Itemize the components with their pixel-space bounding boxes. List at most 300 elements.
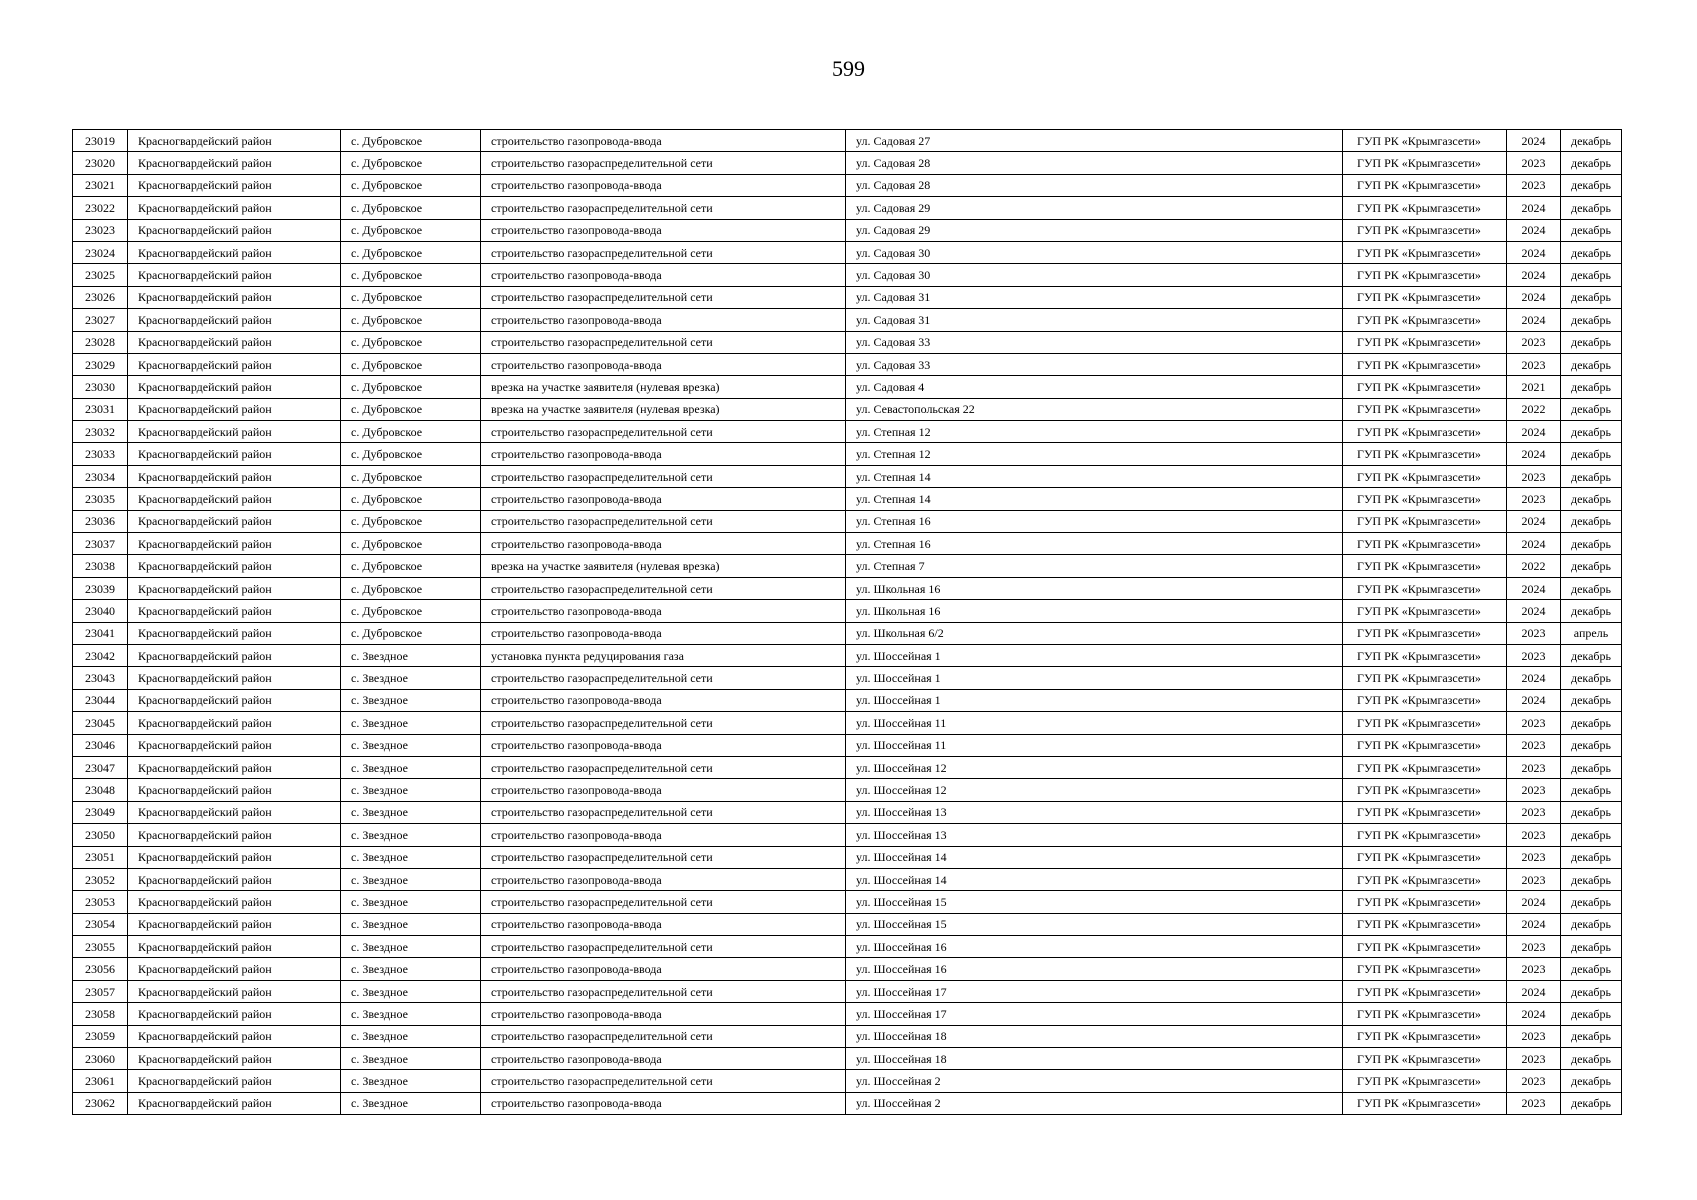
month-cell: декабрь [1561, 555, 1622, 577]
month-cell: декабрь [1561, 577, 1622, 599]
settlement-cell: с. Звездное [341, 801, 481, 823]
month-cell: декабрь [1561, 421, 1622, 443]
year-cell: 2024 [1507, 913, 1561, 935]
row-number-cell: 23043 [73, 667, 128, 689]
row-number-cell: 23048 [73, 779, 128, 801]
settlement-cell: с. Дубровское [341, 533, 481, 555]
address-cell: ул. Степная 12 [846, 443, 1343, 465]
district-cell: Красногвардейский район [128, 219, 341, 241]
table-row [73, 1070, 1622, 1092]
organization-cell: ГУП РК «Крымгазсети» [1343, 130, 1507, 152]
organization-cell: ГУП РК «Крымгазсети» [1343, 197, 1507, 219]
address-cell: ул. Шоссейная 14 [846, 868, 1343, 890]
district-cell: Красногвардейский район [128, 1092, 341, 1114]
year-cell: 2023 [1507, 846, 1561, 868]
settlement-cell: с. Звездное [341, 1092, 481, 1114]
row-number-cell: 23062 [73, 1092, 128, 1114]
address-cell: ул. Шоссейная 17 [846, 1003, 1343, 1025]
table-row [73, 555, 1622, 577]
row-number-cell: 23038 [73, 555, 128, 577]
row-number-cell: 23026 [73, 286, 128, 308]
year-cell: 2024 [1507, 689, 1561, 711]
month-cell: декабрь [1561, 510, 1622, 532]
row-number-cell: 23051 [73, 846, 128, 868]
page-number: 599 [832, 56, 865, 81]
row-number-cell: 23041 [73, 622, 128, 644]
district-cell: Красногвардейский район [128, 667, 341, 689]
settlement-cell: с. Звездное [341, 734, 481, 756]
work-type-cell: строительство газопровода-ввода [481, 488, 846, 510]
work-type-cell: строительство газопровода-ввода [481, 689, 846, 711]
address-cell: ул. Шоссейная 15 [846, 891, 1343, 913]
row-number-cell: 23034 [73, 465, 128, 487]
organization-cell: ГУП РК «Крымгазсети» [1343, 421, 1507, 443]
work-type-cell: строительство газопровода-ввода [481, 264, 846, 286]
month-cell: апрель [1561, 622, 1622, 644]
year-cell: 2024 [1507, 510, 1561, 532]
month-cell: декабрь [1561, 734, 1622, 756]
settlement-cell: с. Дубровское [341, 152, 481, 174]
district-cell: Красногвардейский район [128, 846, 341, 868]
row-number-cell: 23035 [73, 488, 128, 510]
district-cell: Красногвардейский район [128, 779, 341, 801]
address-cell: ул. Школьная 16 [846, 577, 1343, 599]
district-cell: Красногвардейский район [128, 1048, 341, 1070]
table-row [73, 689, 1622, 711]
organization-cell: ГУП РК «Крымгазсети» [1343, 1048, 1507, 1070]
row-number-cell: 23019 [73, 130, 128, 152]
organization-cell: ГУП РК «Крымгазсети» [1343, 443, 1507, 465]
table-row [73, 174, 1622, 196]
address-cell: ул. Степная 14 [846, 465, 1343, 487]
address-cell: ул. Севастопольская 22 [846, 398, 1343, 420]
settlement-cell: с. Звездное [341, 913, 481, 935]
district-cell: Красногвардейский район [128, 130, 341, 152]
month-cell: декабрь [1561, 241, 1622, 263]
row-number-cell: 23021 [73, 174, 128, 196]
district-cell: Красногвардейский район [128, 712, 341, 734]
table-row [73, 1092, 1622, 1114]
table-row [73, 443, 1622, 465]
address-cell: ул. Шоссейная 18 [846, 1025, 1343, 1047]
work-type-cell: установка пункта редуцирования газа [481, 644, 846, 666]
settlement-cell: с. Дубровское [341, 510, 481, 532]
organization-cell: ГУП РК «Крымгазсети» [1343, 376, 1507, 398]
table-row [73, 421, 1622, 443]
table-row [73, 488, 1622, 510]
address-cell: ул. Шоссейная 13 [846, 801, 1343, 823]
settlement-cell: с. Звездное [341, 868, 481, 890]
table-row [73, 958, 1622, 980]
settlement-cell: с. Дубровское [341, 309, 481, 331]
address-cell: ул. Садовая 33 [846, 331, 1343, 353]
organization-cell: ГУП РК «Крымгазсети» [1343, 398, 1507, 420]
month-cell: декабрь [1561, 667, 1622, 689]
row-number-cell: 23027 [73, 309, 128, 331]
settlement-cell: с. Дубровское [341, 264, 481, 286]
year-cell: 2023 [1507, 958, 1561, 980]
organization-cell: ГУП РК «Крымгазсети» [1343, 577, 1507, 599]
row-number-cell: 23059 [73, 1025, 128, 1047]
organization-cell: ГУП РК «Крымгазсети» [1343, 152, 1507, 174]
month-cell: декабрь [1561, 824, 1622, 846]
year-cell: 2023 [1507, 801, 1561, 823]
organization-cell: ГУП РК «Крымгазсети» [1343, 241, 1507, 263]
address-cell: ул. Садовая 31 [846, 286, 1343, 308]
year-cell: 2023 [1507, 936, 1561, 958]
work-type-cell: строительство газопровода-ввода [481, 824, 846, 846]
year-cell: 2024 [1507, 241, 1561, 263]
address-cell: ул. Школьная 6/2 [846, 622, 1343, 644]
address-cell: ул. Шоссейная 16 [846, 958, 1343, 980]
work-type-cell: строительство газопровода-ввода [481, 779, 846, 801]
settlement-cell: с. Дубровское [341, 219, 481, 241]
work-type-cell: строительство газораспределительной сети [481, 1025, 846, 1047]
work-type-cell: строительство газораспределительной сети [481, 241, 846, 263]
table-row [73, 264, 1622, 286]
settlement-cell: с. Дубровское [341, 376, 481, 398]
table-row [73, 667, 1622, 689]
table-row [73, 801, 1622, 823]
work-type-cell: строительство газопровода-ввода [481, 130, 846, 152]
work-type-cell: строительство газораспределительной сети [481, 197, 846, 219]
year-cell: 2024 [1507, 1003, 1561, 1025]
organization-cell: ГУП РК «Крымгазсети» [1343, 712, 1507, 734]
organization-cell: ГУП РК «Крымгазсети» [1343, 331, 1507, 353]
address-cell: ул. Шоссейная 1 [846, 667, 1343, 689]
address-cell: ул. Степная 14 [846, 488, 1343, 510]
district-cell: Красногвардейский район [128, 241, 341, 263]
district-cell: Красногвардейский район [128, 197, 341, 219]
month-cell: декабрь [1561, 868, 1622, 890]
address-cell: ул. Садовая 28 [846, 152, 1343, 174]
row-number-cell: 23045 [73, 712, 128, 734]
year-cell: 2023 [1507, 756, 1561, 778]
row-number-cell: 23060 [73, 1048, 128, 1070]
year-cell: 2023 [1507, 1048, 1561, 1070]
year-cell: 2024 [1507, 264, 1561, 286]
address-cell: ул. Шоссейная 12 [846, 756, 1343, 778]
row-number-cell: 23056 [73, 958, 128, 980]
year-cell: 2024 [1507, 130, 1561, 152]
district-cell: Красногвардейский район [128, 309, 341, 331]
registry-body [73, 130, 1622, 1115]
table-row [73, 197, 1622, 219]
address-cell: ул. Степная 16 [846, 510, 1343, 532]
work-type-cell: строительство газопровода-ввода [481, 600, 846, 622]
year-cell: 2023 [1507, 331, 1561, 353]
address-cell: ул. Садовая 28 [846, 174, 1343, 196]
month-cell: декабрь [1561, 353, 1622, 375]
table-row [73, 824, 1622, 846]
year-cell: 2024 [1507, 667, 1561, 689]
table-row [73, 130, 1622, 152]
month-cell: декабрь [1561, 533, 1622, 555]
work-type-cell: строительство газораспределительной сети [481, 465, 846, 487]
address-cell: ул. Шоссейная 14 [846, 846, 1343, 868]
year-cell: 2024 [1507, 891, 1561, 913]
month-cell: декабрь [1561, 443, 1622, 465]
row-number-cell: 23039 [73, 577, 128, 599]
district-cell: Красногвардейский район [128, 533, 341, 555]
work-type-cell: строительство газораспределительной сети [481, 1070, 846, 1092]
year-cell: 2024 [1507, 197, 1561, 219]
year-cell: 2024 [1507, 577, 1561, 599]
row-number-cell: 23037 [73, 533, 128, 555]
row-number-cell: 23050 [73, 824, 128, 846]
row-number-cell: 23052 [73, 868, 128, 890]
work-type-cell: строительство газораспределительной сети [481, 667, 846, 689]
organization-cell: ГУП РК «Крымгазсети» [1343, 779, 1507, 801]
work-type-cell: строительство газопровода-ввода [481, 533, 846, 555]
address-cell: ул. Степная 12 [846, 421, 1343, 443]
row-number-cell: 23053 [73, 891, 128, 913]
address-cell: ул. Шоссейная 18 [846, 1048, 1343, 1070]
address-cell: ул. Шоссейная 1 [846, 644, 1343, 666]
organization-cell: ГУП РК «Крымгазсети» [1343, 353, 1507, 375]
table-row [73, 331, 1622, 353]
work-type-cell: строительство газораспределительной сети [481, 846, 846, 868]
district-cell: Красногвардейский район [128, 958, 341, 980]
district-cell: Красногвардейский район [128, 488, 341, 510]
organization-cell: ГУП РК «Крымгазсети» [1343, 488, 1507, 510]
month-cell: декабрь [1561, 1048, 1622, 1070]
year-cell: 2024 [1507, 980, 1561, 1002]
district-cell: Красногвардейский район [128, 174, 341, 196]
row-number-cell: 23028 [73, 331, 128, 353]
organization-cell: ГУП РК «Крымгазсети» [1343, 644, 1507, 666]
work-type-cell: строительство газопровода-ввода [481, 958, 846, 980]
district-cell: Красногвардейский район [128, 555, 341, 577]
table-row [73, 980, 1622, 1002]
settlement-cell: с. Звездное [341, 824, 481, 846]
settlement-cell: с. Дубровское [341, 555, 481, 577]
table-row [73, 376, 1622, 398]
address-cell: ул. Шоссейная 2 [846, 1092, 1343, 1114]
table-row [73, 577, 1622, 599]
table-row [73, 1048, 1622, 1070]
work-type-cell: строительство газораспределительной сети [481, 577, 846, 599]
address-cell: ул. Шоссейная 12 [846, 779, 1343, 801]
work-type-cell: строительство газопровода-ввода [481, 174, 846, 196]
year-cell: 2024 [1507, 421, 1561, 443]
table-row [73, 779, 1622, 801]
settlement-cell: с. Звездное [341, 936, 481, 958]
address-cell: ул. Степная 16 [846, 533, 1343, 555]
settlement-cell: с. Звездное [341, 1048, 481, 1070]
row-number-cell: 23030 [73, 376, 128, 398]
organization-cell: ГУП РК «Крымгазсети» [1343, 219, 1507, 241]
address-cell: ул. Садовая 29 [846, 219, 1343, 241]
year-cell: 2023 [1507, 1025, 1561, 1047]
district-cell: Красногвардейский район [128, 622, 341, 644]
row-number-cell: 23040 [73, 600, 128, 622]
settlement-cell: с. Дубровское [341, 600, 481, 622]
work-type-cell: строительство газораспределительной сети [481, 891, 846, 913]
work-type-cell: строительство газопровода-ввода [481, 1003, 846, 1025]
month-cell: декабрь [1561, 219, 1622, 241]
organization-cell: ГУП РК «Крымгазсети» [1343, 264, 1507, 286]
row-number-cell: 23036 [73, 510, 128, 532]
year-cell: 2022 [1507, 555, 1561, 577]
table-row [73, 600, 1622, 622]
organization-cell: ГУП РК «Крымгазсети» [1343, 667, 1507, 689]
settlement-cell: с. Дубровское [341, 331, 481, 353]
table-row [73, 510, 1622, 532]
address-cell: ул. Шоссейная 1 [846, 689, 1343, 711]
organization-cell: ГУП РК «Крымгазсети» [1343, 510, 1507, 532]
district-cell: Красногвардейский район [128, 689, 341, 711]
year-cell: 2023 [1507, 644, 1561, 666]
district-cell: Красногвардейский район [128, 980, 341, 1002]
district-cell: Красногвардейский район [128, 936, 341, 958]
organization-cell: ГУП РК «Крымгазсети» [1343, 286, 1507, 308]
month-cell: декабрь [1561, 152, 1622, 174]
month-cell: декабрь [1561, 801, 1622, 823]
row-number-cell: 23046 [73, 734, 128, 756]
district-cell: Красногвардейский район [128, 264, 341, 286]
work-type-cell: строительство газораспределительной сети [481, 152, 846, 174]
year-cell: 2024 [1507, 219, 1561, 241]
year-cell: 2023 [1507, 868, 1561, 890]
settlement-cell: с. Звездное [341, 712, 481, 734]
address-cell: ул. Садовая 30 [846, 264, 1343, 286]
address-cell: ул. Шоссейная 15 [846, 913, 1343, 935]
month-cell: декабрь [1561, 286, 1622, 308]
work-type-cell: строительство газопровода-ввода [481, 353, 846, 375]
year-cell: 2023 [1507, 734, 1561, 756]
table-row [73, 622, 1622, 644]
settlement-cell: с. Дубровское [341, 353, 481, 375]
row-number-cell: 23047 [73, 756, 128, 778]
month-cell: декабрь [1561, 779, 1622, 801]
row-number-cell: 23023 [73, 219, 128, 241]
work-type-cell: строительство газопровода-ввода [481, 734, 846, 756]
district-cell: Красногвардейский район [128, 465, 341, 487]
month-cell: декабрь [1561, 891, 1622, 913]
work-type-cell: строительство газораспределительной сети [481, 980, 846, 1002]
organization-cell: ГУП РК «Крымгазсети» [1343, 1003, 1507, 1025]
work-type-cell: строительство газораспределительной сети [481, 331, 846, 353]
address-cell: ул. Садовая 33 [846, 353, 1343, 375]
address-cell: ул. Садовая 4 [846, 376, 1343, 398]
month-cell: декабрь [1561, 309, 1622, 331]
year-cell: 2024 [1507, 533, 1561, 555]
table-row [73, 309, 1622, 331]
organization-cell: ГУП РК «Крымгазсети» [1343, 936, 1507, 958]
district-cell: Красногвардейский район [128, 1025, 341, 1047]
district-cell: Красногвардейский район [128, 600, 341, 622]
settlement-cell: с. Дубровское [341, 130, 481, 152]
work-type-cell: строительство газораспределительной сети [481, 421, 846, 443]
district-cell: Красногвардейский район [128, 152, 341, 174]
month-cell: декабрь [1561, 846, 1622, 868]
table-row [73, 756, 1622, 778]
table-row [73, 891, 1622, 913]
district-cell: Красногвардейский район [128, 510, 341, 532]
year-cell: 2023 [1507, 488, 1561, 510]
settlement-cell: с. Дубровское [341, 286, 481, 308]
table-row [73, 286, 1622, 308]
work-type-cell: строительство газораспределительной сети [481, 510, 846, 532]
settlement-cell: с. Дубровское [341, 488, 481, 510]
year-cell: 2024 [1507, 443, 1561, 465]
table-row [73, 353, 1622, 375]
month-cell: декабрь [1561, 1025, 1622, 1047]
settlement-cell: с. Дубровское [341, 465, 481, 487]
month-cell: декабрь [1561, 130, 1622, 152]
year-cell: 2023 [1507, 779, 1561, 801]
address-cell: ул. Садовая 29 [846, 197, 1343, 219]
address-cell: ул. Шоссейная 11 [846, 734, 1343, 756]
month-cell: декабрь [1561, 197, 1622, 219]
row-number-cell: 23025 [73, 264, 128, 286]
organization-cell: ГУП РК «Крымгазсети» [1343, 600, 1507, 622]
organization-cell: ГУП РК «Крымгазсети» [1343, 1092, 1507, 1114]
district-cell: Красногвардейский район [128, 824, 341, 846]
work-type-cell: врезка на участке заявителя (нулевая врезка) [481, 376, 846, 398]
month-cell: декабрь [1561, 600, 1622, 622]
registry-table [72, 129, 1622, 1115]
district-cell: Красногвардейский район [128, 1003, 341, 1025]
settlement-cell: с. Дубровское [341, 622, 481, 644]
district-cell: Красногвардейский район [128, 801, 341, 823]
district-cell: Красногвардейский район [128, 286, 341, 308]
settlement-cell: с. Звездное [341, 1070, 481, 1092]
year-cell: 2024 [1507, 600, 1561, 622]
table-row [73, 936, 1622, 958]
organization-cell: ГУП РК «Крымгазсети» [1343, 555, 1507, 577]
organization-cell: ГУП РК «Крымгазсети» [1343, 1025, 1507, 1047]
settlement-cell: с. Дубровское [341, 577, 481, 599]
year-cell: 2021 [1507, 376, 1561, 398]
organization-cell: ГУП РК «Крымгазсети» [1343, 891, 1507, 913]
row-number-cell: 23055 [73, 936, 128, 958]
table-row [73, 398, 1622, 420]
district-cell: Красногвардейский район [128, 868, 341, 890]
organization-cell: ГУП РК «Крымгазсети» [1343, 533, 1507, 555]
month-cell: декабрь [1561, 958, 1622, 980]
settlement-cell: с. Звездное [341, 756, 481, 778]
table-row [73, 241, 1622, 263]
organization-cell: ГУП РК «Крымгазсети» [1343, 756, 1507, 778]
settlement-cell: с. Дубровское [341, 197, 481, 219]
month-cell: декабрь [1561, 264, 1622, 286]
row-number-cell: 23033 [73, 443, 128, 465]
year-cell: 2023 [1507, 1092, 1561, 1114]
organization-cell: ГУП РК «Крымгазсети» [1343, 801, 1507, 823]
table-row [73, 465, 1622, 487]
year-cell: 2024 [1507, 309, 1561, 331]
work-type-cell: врезка на участке заявителя (нулевая врезка) [481, 398, 846, 420]
organization-cell: ГУП РК «Крымгазсети» [1343, 824, 1507, 846]
year-cell: 2023 [1507, 174, 1561, 196]
settlement-cell: с. Звездное [341, 689, 481, 711]
organization-cell: ГУП РК «Крымгазсети» [1343, 1070, 1507, 1092]
settlement-cell: с. Дубровское [341, 174, 481, 196]
settlement-cell: с. Звездное [341, 644, 481, 666]
address-cell: ул. Садовая 31 [846, 309, 1343, 331]
work-type-cell: врезка на участке заявителя (нулевая врезка) [481, 555, 846, 577]
table-row [73, 644, 1622, 666]
table-row [73, 868, 1622, 890]
table-row [73, 712, 1622, 734]
year-cell: 2024 [1507, 286, 1561, 308]
work-type-cell: строительство газораспределительной сети [481, 286, 846, 308]
settlement-cell: с. Звездное [341, 958, 481, 980]
district-cell: Красногвардейский район [128, 734, 341, 756]
work-type-cell: строительство газопровода-ввода [481, 1092, 846, 1114]
